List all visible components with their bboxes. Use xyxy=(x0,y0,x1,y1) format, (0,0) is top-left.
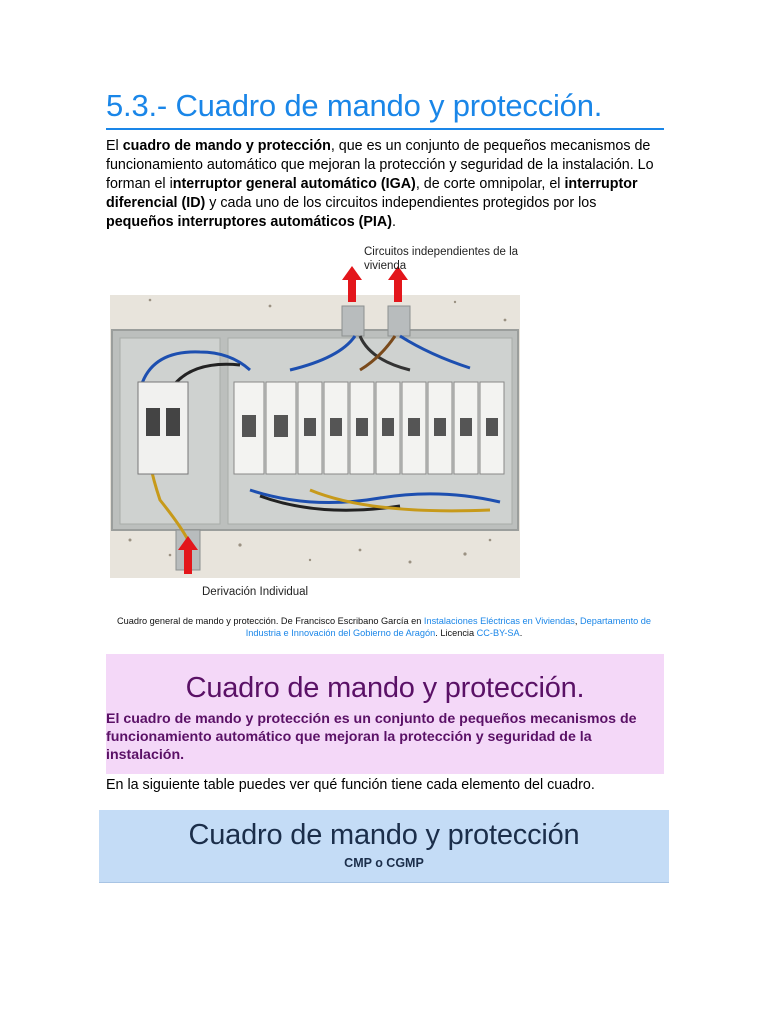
link-departamento[interactable]: Departamento de Industria e Innovación del Gobierno de Aragón xyxy=(245,616,652,638)
table-header-box xyxy=(99,810,669,883)
table-title: Cuadro de mando y protección xyxy=(188,819,580,851)
section-heading: 5.3.- Cuadro de mando y protección. xyxy=(106,88,664,130)
link-license[interactable]: CC-BY-SA xyxy=(476,628,520,638)
definition-title: Cuadro de mando y protección. xyxy=(185,672,585,704)
link-instalaciones[interactable]: Instalaciones Eléctricas en Viviendas xyxy=(423,616,575,626)
definition-box xyxy=(106,654,664,774)
table-note: En la siguiente table puedes ver qué función tiene cada elemento del cuadro. xyxy=(106,777,595,793)
panel-figure xyxy=(110,240,530,600)
callout-circuitos: Circuitos independientes de la vivienda xyxy=(364,246,519,272)
table-subtitle: CMP o CGMP xyxy=(344,856,424,870)
figure-caption: Cuadro general de mando y protección. De Francisco Escribano García en Instalaciones Eléctricas en Viviendas, Departamento de Industria e Innovación del Gobierno de Aragón. Licencia CC-BY-SA. xyxy=(116,616,652,638)
definition-text: El cuadro de mando y protección es un conjunto de pequeños mecanismos de funcionamiento automático que mejoran la protección y seguridad de la instalación. xyxy=(106,711,637,763)
intro-paragraph: El cuadro de mando y protección, que es un conjunto de pequeños mecanismos de funcionamiento automático que mejoran la protección y seguridad de la instalación. Lo forman el interruptor general automático (IGA), de corte omnipolar, el interruptor diferencial (ID) y cada uno de los circuitos independientes protegidos por los pequeños interruptores automáticos (PIA). xyxy=(106,138,654,230)
callout-derivacion: Derivación Individual xyxy=(202,586,309,598)
electrical-panel-photo xyxy=(110,240,530,600)
